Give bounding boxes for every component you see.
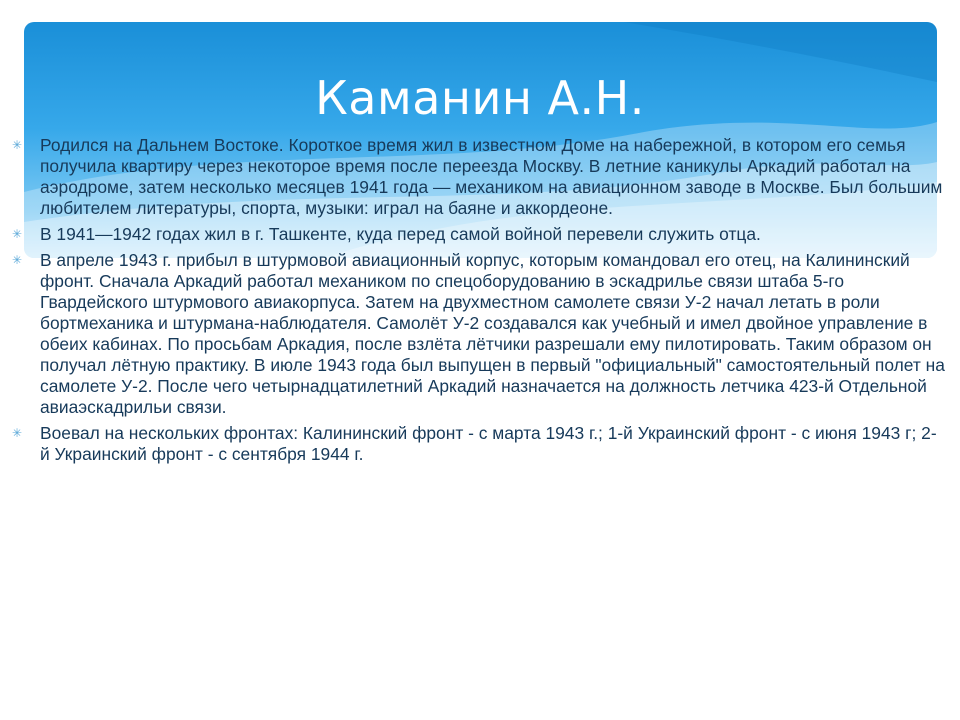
bullet-icon: ✳ [12, 426, 23, 440]
list-item-text: Воевал на нескольких фронтах: Калининский фронт - с марта 1943 г.; 1-й Украинский фронт - с июня 1943 г; 2-й Украинский фронт - с сентября 1944 г. [40, 423, 937, 464]
bullet-icon: ✳ [12, 138, 23, 152]
list-item-text: Родился на Дальнем Востоке. Короткое время жил в известном Доме на набережной, в котором его семья получила квартиру через некоторое время после переезда Москву. В летние каникулы Аркадий работал на аэродроме, затем несколько месяцев 1941 года — механиком на авиационном заводе в Москве. Был большим любителем литературы, спорта, музыки: играл на баяне и аккордеоне. [40, 135, 943, 218]
bullet-icon: ✳ [12, 253, 23, 267]
bullet-list [0, 135, 960, 465]
list-item [0, 135, 960, 219]
list-item [0, 224, 960, 245]
slide-title: Каманин А.Н. [315, 71, 645, 125]
list-item [0, 423, 960, 465]
bullet-icon: ✳ [12, 227, 23, 241]
list-item [0, 250, 960, 418]
list-item-text: В апреле 1943 г. прибыл в штурмовой авиационный корпус, которым командовал его отец, на Калининский фронт. Сначала Аркадий работал механиком по спецоборудованию в эскадрилье связи штаба 5-го Гвардейского штурмового авиакорпуса. Затем на двухместном самолете связи У-2 начал летать в роли бортмеханика и штурмана-наблюдателя. Самолёт У-2 создавался как учебный и имел двойное управление в обеих кабинах. По просьбам Аркадия, после взлёта лётчики разрешали ему пилотировать. Таким образом он получал лётную практику. В июле 1943 года был выпущен в первый "официальный" самостоятельный полет на самолете У-2. После чего четырнадцатилетний Аркадий назначается на должность летчика 423-й Отдельной авиаэскадрильи связи. [40, 250, 945, 417]
list-item-text: В 1941—1942 годах жил в г. Ташкенте, куда перед самой войной перевели служить отца. [40, 224, 761, 244]
